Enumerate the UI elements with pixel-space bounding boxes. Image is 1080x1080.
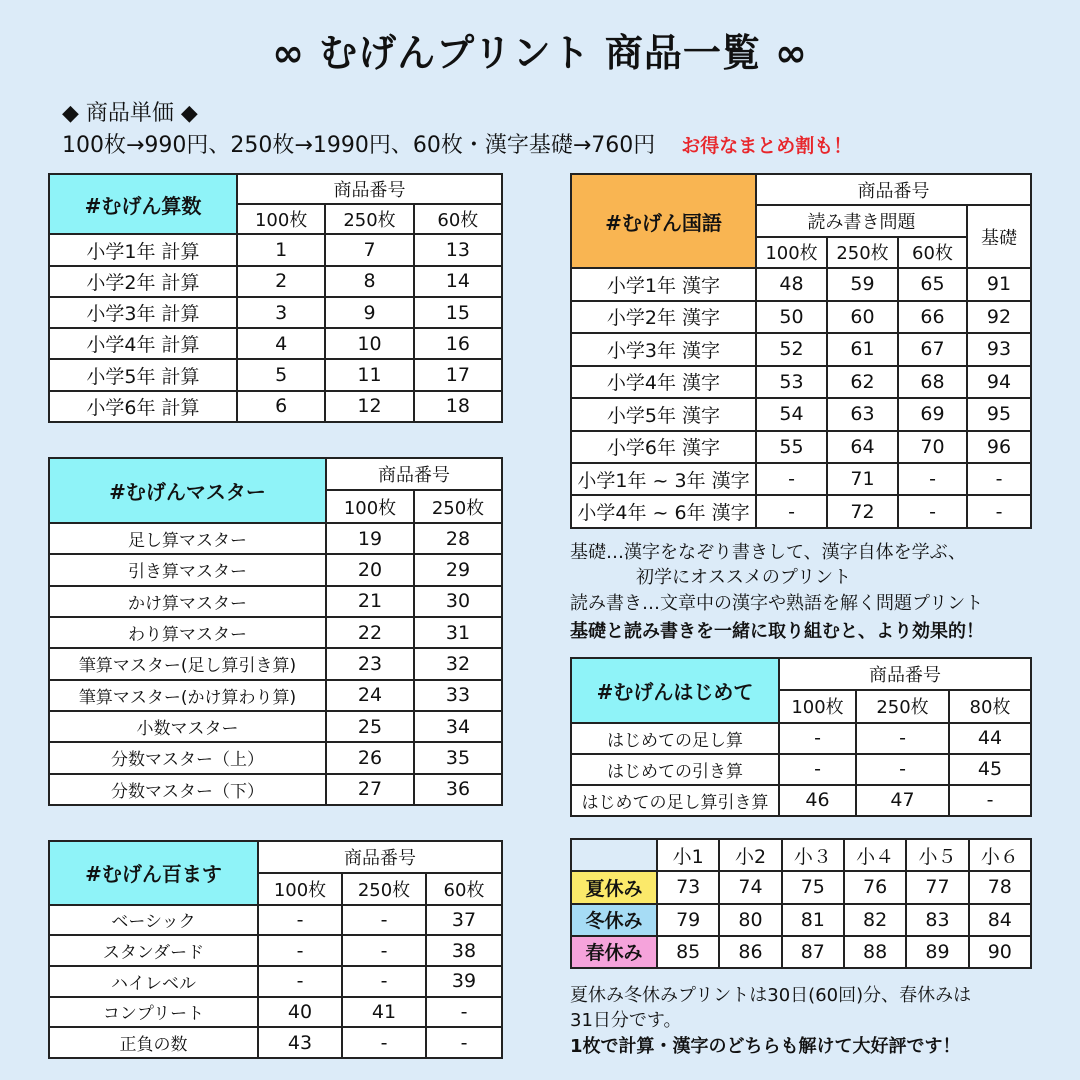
cell-value: 33 bbox=[414, 680, 502, 711]
cell-value: 31 bbox=[414, 617, 502, 648]
cell-value: 11 bbox=[325, 359, 413, 390]
cell-value: 53 bbox=[756, 366, 827, 398]
cell-value: 29 bbox=[414, 554, 502, 585]
cell-value: 45 bbox=[949, 754, 1031, 785]
row-label: 春休み bbox=[571, 936, 657, 968]
table-title: #むげん算数 bbox=[49, 174, 237, 234]
cell-value: 59 bbox=[827, 268, 898, 300]
cell-value: 4 bbox=[237, 328, 325, 359]
cell-value: 10 bbox=[325, 328, 413, 359]
cell-value: 41 bbox=[342, 997, 426, 1028]
cell-value: 26 bbox=[326, 742, 414, 773]
table-row bbox=[49, 328, 502, 359]
table-row bbox=[49, 391, 502, 422]
row-label: 小学2年 漢字 bbox=[571, 301, 756, 333]
table-title: #むげん百ます bbox=[49, 841, 258, 905]
table-row bbox=[49, 648, 502, 679]
cell-value: 44 bbox=[949, 723, 1031, 754]
column-header: 60枚 bbox=[426, 873, 502, 905]
cell-value: 55 bbox=[756, 431, 827, 463]
table-hajime bbox=[570, 657, 1032, 817]
cell-value: 73 bbox=[657, 871, 719, 903]
column-header: 60枚 bbox=[898, 237, 967, 268]
column-header: 100枚 bbox=[237, 204, 325, 234]
column-header: 100枚 bbox=[258, 873, 342, 905]
table-row bbox=[49, 458, 502, 490]
row-label: はじめての足し算 bbox=[571, 723, 779, 754]
table-row bbox=[571, 268, 1031, 300]
row-label: ハイレベル bbox=[49, 966, 258, 997]
cell-value: - bbox=[342, 905, 426, 936]
cell-value: 79 bbox=[657, 904, 719, 936]
column-header: 250枚 bbox=[414, 490, 502, 522]
row-label: 分数マスター（上） bbox=[49, 742, 326, 773]
cell-value: 65 bbox=[898, 268, 967, 300]
table-row bbox=[571, 366, 1031, 398]
cell-value: 14 bbox=[414, 266, 502, 297]
table-row bbox=[49, 523, 502, 554]
cell-value: 19 bbox=[326, 523, 414, 554]
cell-value: - bbox=[779, 754, 856, 785]
row-label: 筆算マスター(足し算引き算) bbox=[49, 648, 326, 679]
row-label: ベーシック bbox=[49, 905, 258, 936]
column-header: 小４ bbox=[844, 839, 906, 871]
table-title: #むげんマスター bbox=[49, 458, 326, 523]
row-label: 小学5年 漢字 bbox=[571, 398, 756, 430]
cell-value: 62 bbox=[827, 366, 898, 398]
cell-value: 72 bbox=[827, 495, 898, 528]
table-master bbox=[48, 457, 503, 806]
cell-value: 27 bbox=[326, 774, 414, 805]
table-row bbox=[571, 785, 1031, 816]
table-row bbox=[571, 658, 1031, 690]
group-header: 商品番号 bbox=[237, 174, 502, 204]
page-title: ∞ むげんプリント 商品一覧 ∞ bbox=[272, 31, 808, 75]
column-header: 100枚 bbox=[779, 690, 856, 722]
cell-value: 36 bbox=[414, 774, 502, 805]
column-header: 小３ bbox=[782, 839, 844, 871]
cell-value: 15 bbox=[414, 297, 502, 328]
row-label: 小学4年 計算 bbox=[49, 328, 237, 359]
cell-value: - bbox=[898, 495, 967, 528]
cell-value: 61 bbox=[827, 333, 898, 365]
cell-value: 46 bbox=[779, 785, 856, 816]
table-row bbox=[49, 1027, 502, 1058]
cell-value: 2 bbox=[237, 266, 325, 297]
cell-value: 64 bbox=[827, 431, 898, 463]
cell-value: 91 bbox=[967, 268, 1031, 300]
table-row bbox=[571, 723, 1031, 754]
cell-value: 3 bbox=[237, 297, 325, 328]
cell-value: - bbox=[258, 935, 342, 966]
cell-value: 5 bbox=[237, 359, 325, 390]
table-row bbox=[571, 904, 1031, 936]
cell-value: 39 bbox=[426, 966, 502, 997]
table-row bbox=[49, 617, 502, 648]
table-row bbox=[571, 333, 1031, 365]
cell-value: 74 bbox=[719, 871, 781, 903]
cell-value: 60 bbox=[827, 301, 898, 333]
cell-value: 18 bbox=[414, 391, 502, 422]
row-label: 小数マスター bbox=[49, 711, 326, 742]
column-header: 小５ bbox=[906, 839, 968, 871]
cell-value: 93 bbox=[967, 333, 1031, 365]
row-label: 小学1年 計算 bbox=[49, 234, 237, 265]
cell-value: 70 bbox=[898, 431, 967, 463]
table-row bbox=[571, 495, 1031, 528]
cell-value: 20 bbox=[326, 554, 414, 585]
table-row bbox=[49, 586, 502, 617]
group-header: 商品番号 bbox=[779, 658, 1031, 690]
cell-value: 77 bbox=[906, 871, 968, 903]
cell-value: - bbox=[342, 935, 426, 966]
table-row bbox=[49, 997, 502, 1028]
row-label: はじめての足し算引き算 bbox=[571, 785, 779, 816]
table-row bbox=[571, 871, 1031, 903]
table-row bbox=[571, 174, 1031, 205]
cell-value: 81 bbox=[782, 904, 844, 936]
row-label: スタンダード bbox=[49, 935, 258, 966]
row-label: 小学5年 計算 bbox=[49, 359, 237, 390]
cell-value: 85 bbox=[657, 936, 719, 968]
cell-value: 63 bbox=[827, 398, 898, 430]
cell-value: 9 bbox=[325, 297, 413, 328]
cell-value: 22 bbox=[326, 617, 414, 648]
cell-value: 38 bbox=[426, 935, 502, 966]
corner-cell bbox=[571, 839, 657, 871]
cell-value: 87 bbox=[782, 936, 844, 968]
row-label: 引き算マスター bbox=[49, 554, 326, 585]
cell-value: 52 bbox=[756, 333, 827, 365]
cell-value: 34 bbox=[414, 711, 502, 742]
kokugo-note-3: 読み書き…文章中の漢字や熟語を解く問題プリント bbox=[570, 593, 984, 614]
cell-value: - bbox=[426, 997, 502, 1028]
cell-value: 78 bbox=[969, 871, 1031, 903]
table-row bbox=[49, 841, 502, 873]
cell-value: 96 bbox=[967, 431, 1031, 463]
row-label: 小学1年 漢字 bbox=[571, 268, 756, 300]
row-label: 小学3年 計算 bbox=[49, 297, 237, 328]
cell-value: 16 bbox=[414, 328, 502, 359]
cell-value: - bbox=[898, 463, 967, 495]
cell-value: 17 bbox=[414, 359, 502, 390]
table-season bbox=[570, 838, 1032, 969]
cell-value: 24 bbox=[326, 680, 414, 711]
row-label: 分数マスター（下） bbox=[49, 774, 326, 805]
row-label: わり算マスター bbox=[49, 617, 326, 648]
table-sansu bbox=[48, 173, 503, 423]
table-row bbox=[571, 839, 1031, 871]
cell-value: - bbox=[426, 1027, 502, 1058]
cell-value: 40 bbox=[258, 997, 342, 1028]
table-row bbox=[49, 234, 502, 265]
row-label: 小学2年 計算 bbox=[49, 266, 237, 297]
column-header: 60枚 bbox=[414, 204, 502, 234]
cell-value: 80 bbox=[719, 904, 781, 936]
cell-value: 30 bbox=[414, 586, 502, 617]
cell-value: 23 bbox=[326, 648, 414, 679]
cell-value: 66 bbox=[898, 301, 967, 333]
cell-value: 47 bbox=[856, 785, 949, 816]
kokugo-note-2: 初学にオススメのプリント bbox=[636, 567, 852, 588]
cell-value: 82 bbox=[844, 904, 906, 936]
column-header: 80枚 bbox=[949, 690, 1031, 722]
cell-value: 21 bbox=[326, 586, 414, 617]
row-label: 筆算マスター(かけ算わり算) bbox=[49, 680, 326, 711]
table-row bbox=[49, 554, 502, 585]
cell-value: 86 bbox=[719, 936, 781, 968]
column-header: 100枚 bbox=[756, 237, 827, 268]
table-row bbox=[49, 297, 502, 328]
cell-value: 43 bbox=[258, 1027, 342, 1058]
cell-value: - bbox=[258, 966, 342, 997]
price-heading: ◆ 商品単価 ◆ bbox=[62, 101, 198, 126]
cell-value: 88 bbox=[844, 936, 906, 968]
cell-value: 7 bbox=[325, 234, 413, 265]
kokugo-note-1: 基礎…漢字をなぞり書きして、漢字自体を学ぶ、 bbox=[570, 542, 966, 563]
cell-value: 67 bbox=[898, 333, 967, 365]
cell-value: 71 bbox=[827, 463, 898, 495]
price-line bbox=[62, 128, 852, 159]
cell-value: - bbox=[756, 463, 827, 495]
cell-value: 48 bbox=[756, 268, 827, 300]
cell-value: 69 bbox=[898, 398, 967, 430]
table-row bbox=[49, 774, 502, 805]
column-header: 小1 bbox=[657, 839, 719, 871]
table-row bbox=[49, 174, 502, 204]
row-label: 小学4年 漢字 bbox=[571, 366, 756, 398]
season-note-2: 31日分です。 bbox=[570, 1010, 682, 1031]
table-row bbox=[571, 398, 1031, 430]
column-header: 250枚 bbox=[325, 204, 413, 234]
cell-value: 89 bbox=[906, 936, 968, 968]
cell-value: 28 bbox=[414, 523, 502, 554]
cell-value: - bbox=[967, 495, 1031, 528]
cell-value: 25 bbox=[326, 711, 414, 742]
table-row bbox=[571, 936, 1031, 968]
cell-value: 83 bbox=[906, 904, 968, 936]
row-label: コンプリート bbox=[49, 997, 258, 1028]
row-label: 小学4年 ~ 6年 漢字 bbox=[571, 495, 756, 528]
cell-value: - bbox=[342, 1027, 426, 1058]
cell-value: 32 bbox=[414, 648, 502, 679]
cell-value: - bbox=[949, 785, 1031, 816]
table-row bbox=[571, 754, 1031, 785]
cell-value: 92 bbox=[967, 301, 1031, 333]
column-header: 基礎 bbox=[967, 205, 1031, 268]
table-row bbox=[571, 463, 1031, 495]
row-label: 小学6年 計算 bbox=[49, 391, 237, 422]
cell-value: 95 bbox=[967, 398, 1031, 430]
row-label: 正負の数 bbox=[49, 1027, 258, 1058]
row-label: かけ算マスター bbox=[49, 586, 326, 617]
cell-value: - bbox=[856, 754, 949, 785]
group-header: 商品番号 bbox=[326, 458, 502, 490]
cell-value: 75 bbox=[782, 871, 844, 903]
cell-value: 8 bbox=[325, 266, 413, 297]
table-row bbox=[49, 711, 502, 742]
cell-value: 35 bbox=[414, 742, 502, 773]
cell-value: - bbox=[856, 723, 949, 754]
cell-value: 6 bbox=[237, 391, 325, 422]
cell-value: 37 bbox=[426, 905, 502, 936]
row-label: 小学3年 漢字 bbox=[571, 333, 756, 365]
cell-value: 76 bbox=[844, 871, 906, 903]
cell-value: - bbox=[342, 966, 426, 997]
row-label: 足し算マスター bbox=[49, 523, 326, 554]
cell-value: 1 bbox=[237, 234, 325, 265]
table-row bbox=[49, 680, 502, 711]
column-header: 100枚 bbox=[326, 490, 414, 522]
kokugo-note-4: 基礎と読み書きを一緒に取り組むと、より効果的！ bbox=[570, 621, 984, 642]
cell-value: 50 bbox=[756, 301, 827, 333]
season-note-3: 1枚で計算・漢字のどちらも解けて大好評です！ bbox=[570, 1036, 961, 1057]
cell-value: 12 bbox=[325, 391, 413, 422]
cell-value: - bbox=[756, 495, 827, 528]
cell-value: 54 bbox=[756, 398, 827, 430]
cell-value: 13 bbox=[414, 234, 502, 265]
table-row bbox=[49, 966, 502, 997]
table-title: #むげんはじめて bbox=[571, 658, 779, 723]
promo-text: お得なまとめ割も！ bbox=[681, 135, 853, 157]
cell-value: 90 bbox=[969, 936, 1031, 968]
column-header: 250枚 bbox=[827, 237, 898, 268]
column-header: 小2 bbox=[719, 839, 781, 871]
row-label: はじめての引き算 bbox=[571, 754, 779, 785]
table-row bbox=[49, 905, 502, 936]
cell-value: - bbox=[258, 905, 342, 936]
column-header: 250枚 bbox=[856, 690, 949, 722]
row-label: 夏休み bbox=[571, 871, 657, 903]
table-kokugo bbox=[570, 173, 1032, 529]
row-label: 小学6年 漢字 bbox=[571, 431, 756, 463]
row-label: 小学1年 ~ 3年 漢字 bbox=[571, 463, 756, 495]
table-title: #むげん国語 bbox=[571, 174, 756, 268]
subgroup-header: 読み書き問題 bbox=[756, 205, 967, 236]
table-row bbox=[49, 359, 502, 390]
column-header: 小６ bbox=[969, 839, 1031, 871]
table-row bbox=[571, 301, 1031, 333]
group-header: 商品番号 bbox=[258, 841, 502, 873]
cell-value: - bbox=[967, 463, 1031, 495]
table-hyaku bbox=[48, 840, 503, 1059]
cell-value: 68 bbox=[898, 366, 967, 398]
price-text: 100枚→990円、250枚→1990円、60枚・漢字基礎→760円 bbox=[62, 133, 656, 158]
cell-value: 84 bbox=[969, 904, 1031, 936]
season-note-1: 夏休み冬休みプリントは30日(60回)分、春休みは bbox=[570, 985, 972, 1006]
table-row bbox=[571, 431, 1031, 463]
cell-value: - bbox=[779, 723, 856, 754]
table-row bbox=[49, 742, 502, 773]
table-row bbox=[49, 935, 502, 966]
table-row bbox=[49, 266, 502, 297]
column-header: 250枚 bbox=[342, 873, 426, 905]
row-label: 冬休み bbox=[571, 904, 657, 936]
cell-value: 94 bbox=[967, 366, 1031, 398]
group-header: 商品番号 bbox=[756, 174, 1031, 205]
